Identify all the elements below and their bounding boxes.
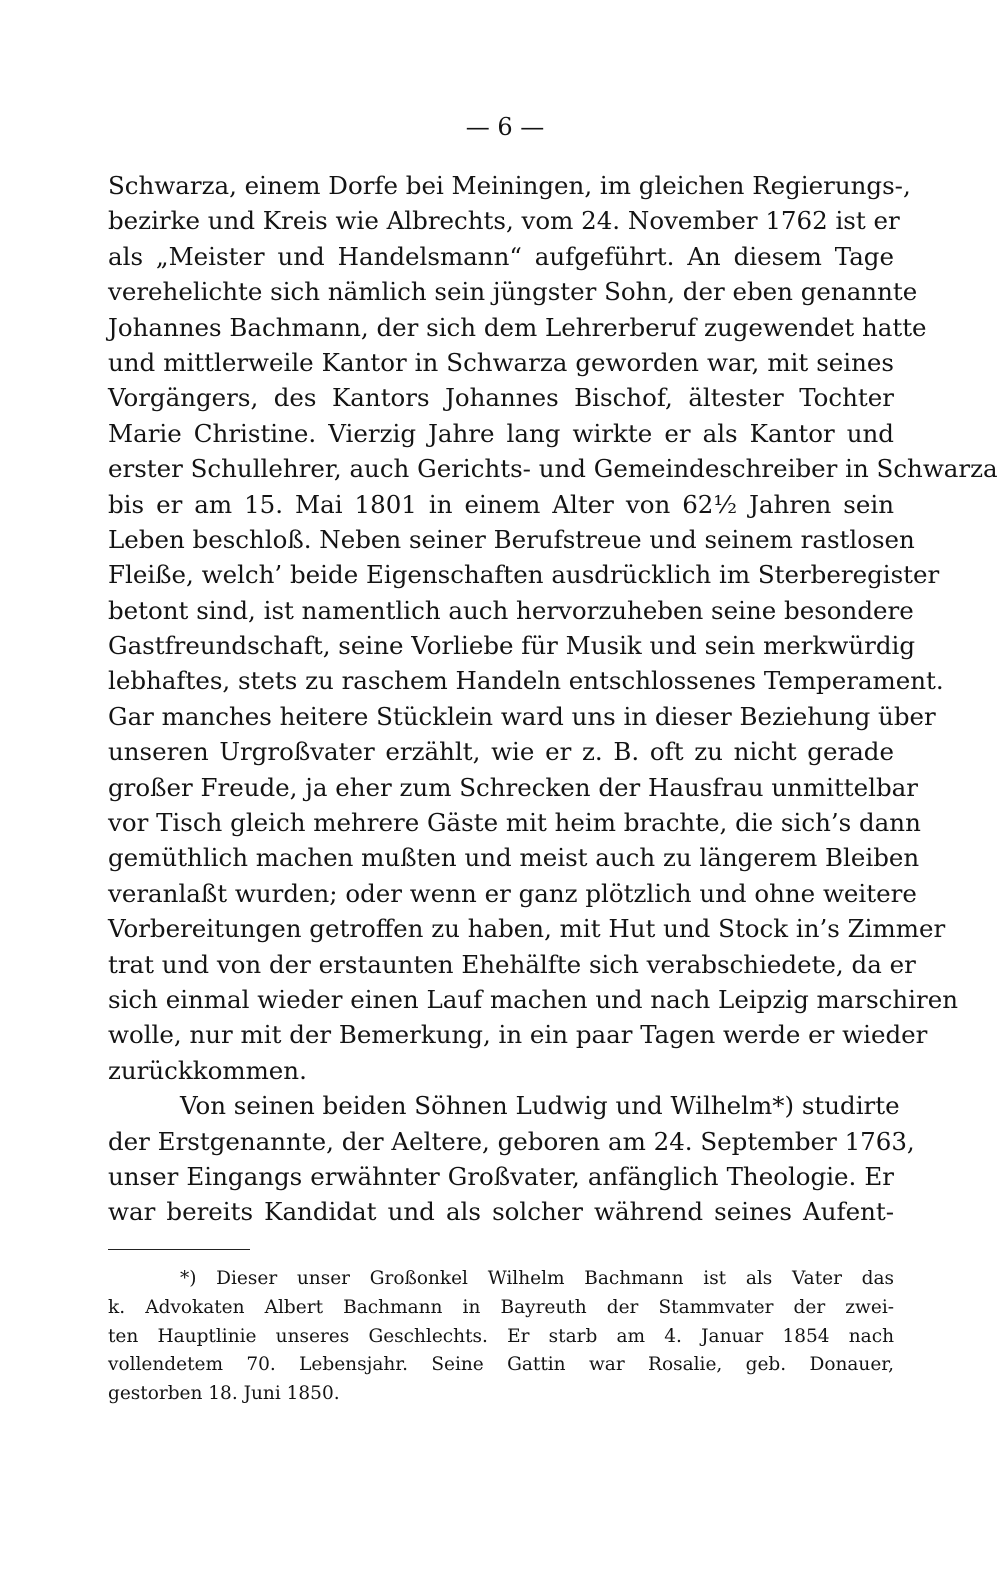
- text-line: war bereits Kandidat und als solcher während seines Aufent-: [108, 1197, 894, 1227]
- text-line: verehelichte sich nämlich sein jüngster Sohn, der eben genannte: [108, 277, 918, 307]
- text-line: unseren Urgroßvater erzählt, wie er z. B. oft zu nicht gerade: [108, 737, 894, 767]
- footnote-line: ten Hauptlinie unseres Geschlechts. Er starb am 4. Januar 1854 nach: [108, 1325, 894, 1347]
- footnote-line: gestorben 18. Juni 1850.: [108, 1383, 340, 1405]
- text-line: Johannes Bachmann, der sich dem Lehrerberuf zugewendet hatte: [108, 312, 927, 342]
- text-line: der Erstgenannte, der Aeltere, geboren am 24. September 1763,: [108, 1126, 915, 1156]
- text-line: wolle, nur mit der Bemerkung, in ein paar Tagen werde er wieder: [108, 1020, 928, 1050]
- text-line: gemüthlich machen mußten und meist auch zu längerem Bleiben: [108, 843, 920, 873]
- text-line: bis er am 15. Mai 1801 in einem Alter von 62½ Jahren sein: [108, 489, 894, 519]
- text-line: sich einmal wieder einen Lauf machen und nach Leipzig marschiren: [108, 984, 959, 1014]
- text-line: trat und von der erstaunten Ehehälfte sich verabschiedete, da er: [108, 949, 916, 979]
- footnote-line: *) Dieser unser Großonkel Wilhelm Bachmann ist als Vater das: [180, 1268, 894, 1289]
- text-line: großer Freude, ja eher zum Schrecken der Hausfrau unmittelbar: [108, 772, 918, 802]
- text-line: Fleiße, welch’ beide Eigenschaften ausdrücklich im Sterberegister: [108, 560, 940, 590]
- main-text: [108, 168, 998, 1230]
- text-line: bezirke und Kreis wie Albrechts, vom 24. November 1762 ist er: [108, 206, 900, 236]
- text-line: und mittlerweile Kantor in Schwarza geworden war, mit seines: [108, 347, 894, 377]
- text-line: Vorgängers, des Kantors Johannes Bischof, ältester Tochter: [108, 383, 894, 413]
- footnote-line: k. Advokaten Albert Bachmann in Bayreuth der Stammvater der zwei-: [108, 1296, 894, 1318]
- page-number: — 6 —: [465, 113, 545, 141]
- text-line: Schwarza, einem Dorfe bei Meiningen, im gleichen Regierungs-,: [108, 171, 911, 200]
- text-line: Gar manches heitere Stücklein ward uns in dieser Beziehung über: [108, 701, 936, 731]
- text-line: Gastfreundschaft, seine Vorliebe für Musik und sein merkwürdig: [108, 631, 916, 661]
- text-line: veranlaßt wurden; oder wenn er ganz plötzlich und ohne weitere: [108, 878, 917, 908]
- text-line: vor Tisch gleich mehrere Gäste mit heim brachte, die sich’s dann: [108, 808, 921, 838]
- text-line: Vorbereitungen getroffen zu haben, mit Hut und Stock in’s Zimmer: [108, 914, 946, 944]
- footnote-divider: [108, 1249, 250, 1250]
- footnote: [108, 1265, 894, 1409]
- text-line: als „Meister und Handelsmann“ aufgeführt. An diesem Tage: [108, 241, 894, 271]
- footnote-line: vollendetem 70. Lebensjahr. Seine Gattin war Rosalie, geb. Donauer,: [108, 1354, 894, 1376]
- text-line: unser Eingangs erwähnter Großvater, anfänglich Theologie. Er: [108, 1161, 894, 1191]
- text-line: erster Schullehrer, auch Gerichts- und Gemeindeschreiber in Schwarza: [108, 454, 998, 484]
- text-line: Leben beschloß. Neben seiner Berufstreue und seinem rastlosen: [108, 524, 915, 554]
- text-line: Von seinen beiden Söhnen Ludwig und Wilhelm*) studirte: [180, 1091, 900, 1121]
- text-line: Marie Christine. Vierzig Jahre lang wirkte er als Kantor und: [108, 418, 894, 448]
- text-line: lebhaftes, stets zu raschem Handeln entschlossenes Temperament.: [108, 666, 944, 696]
- text-line: betont sind, ist namentlich auch hervorzuheben seine besondere: [108, 595, 914, 625]
- text-line: zurückkommen.: [108, 1055, 307, 1085]
